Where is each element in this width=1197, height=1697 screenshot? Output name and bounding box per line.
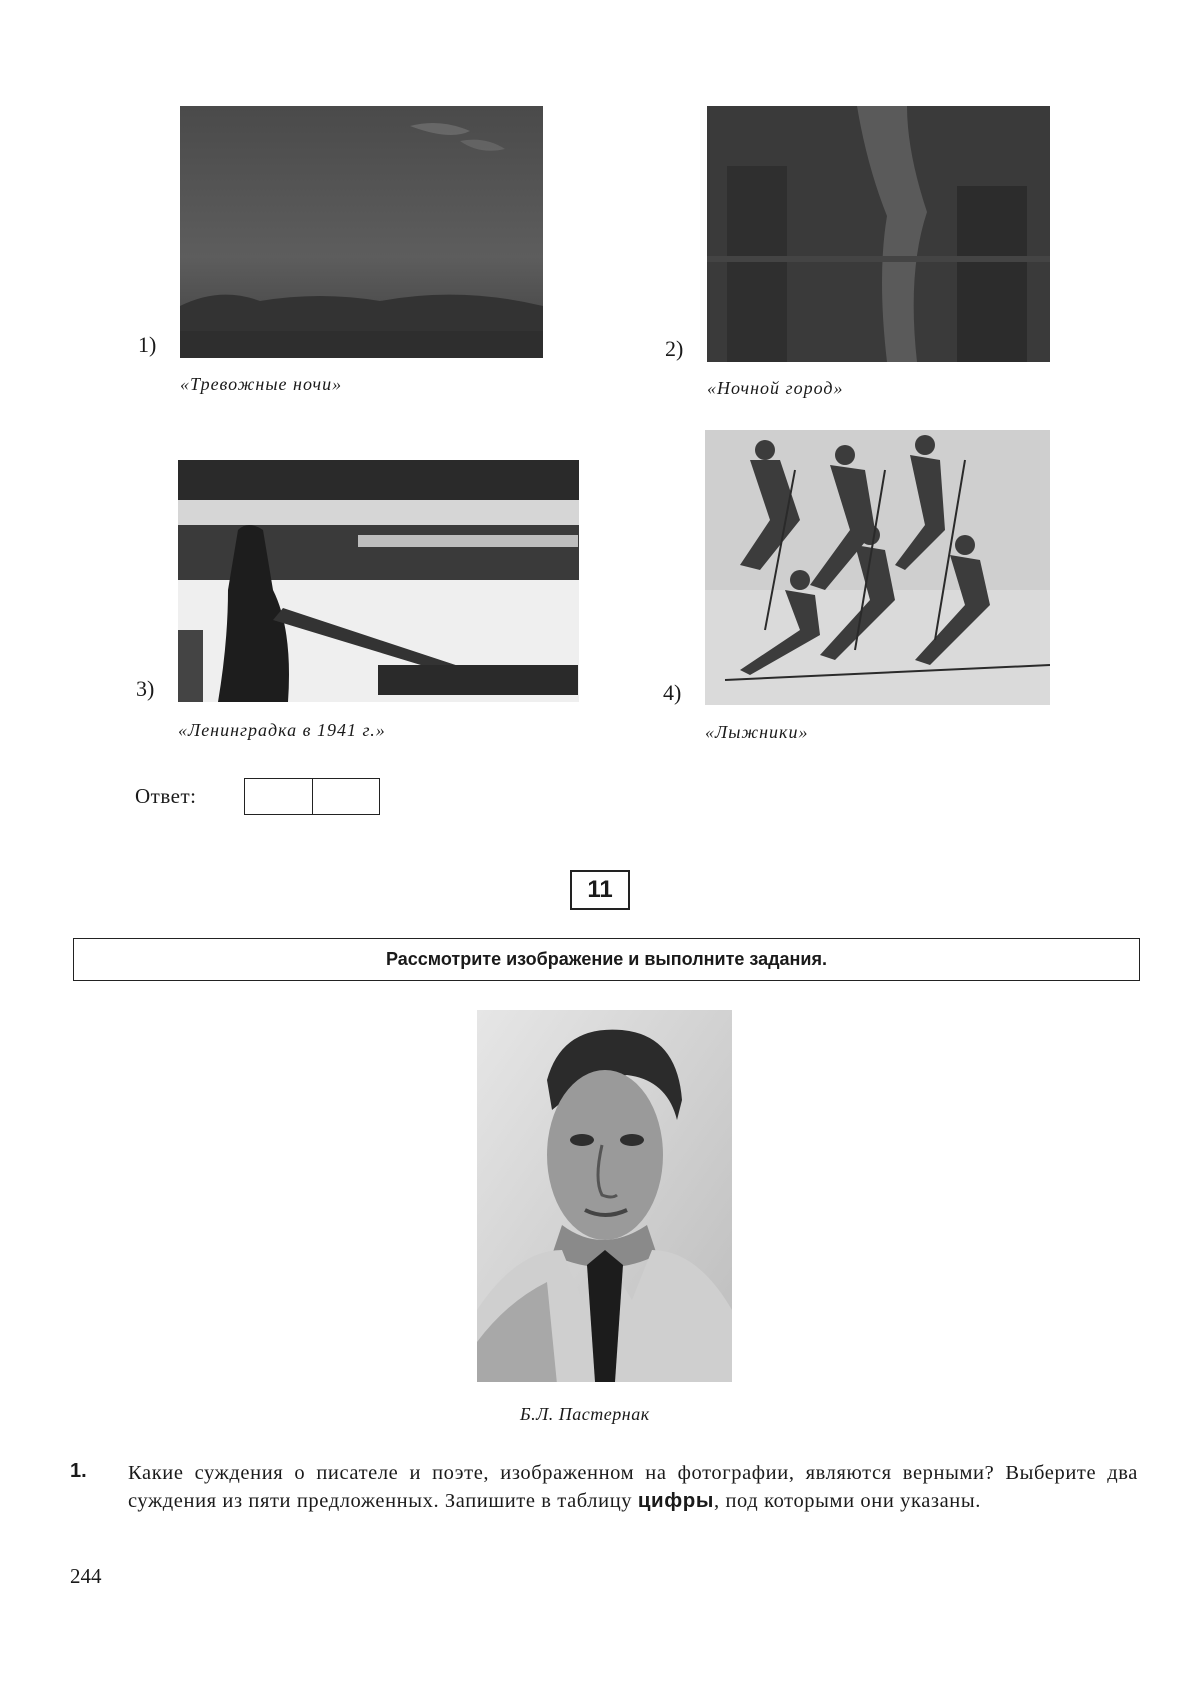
- task-instruction: Рассмотрите изображение и выполните задания.: [73, 938, 1140, 981]
- page-number: 244: [70, 1564, 102, 1588]
- question-text-end: , под которыми они указаны.: [714, 1490, 981, 1512]
- painting-4-image: [705, 430, 1050, 705]
- portrait-image: [477, 1010, 732, 1382]
- painting-2-number: 2): [665, 336, 684, 361]
- painting-4-caption: «Лыжники»: [705, 722, 809, 742]
- painting-2-image: [707, 106, 1050, 362]
- painting-2-caption: «Ночной город»: [707, 378, 844, 398]
- question-text: [128, 1459, 1138, 1515]
- portrait-caption: Б.Л. Пастернак: [520, 1404, 650, 1424]
- painting-1-image: [180, 106, 543, 358]
- painting-3-number: 3): [136, 676, 155, 701]
- answer-box: [244, 778, 380, 815]
- answer-label: Ответ:: [135, 784, 197, 808]
- painting-1-number: 1): [138, 332, 157, 357]
- question-number: 1.: [70, 1460, 87, 1482]
- painting-4-number: 4): [663, 680, 682, 705]
- answer-cell-2[interactable]: [313, 779, 379, 814]
- task-number: 11: [570, 870, 630, 910]
- painting-3-caption: «Ленинградка в 1941 г.»: [178, 720, 386, 740]
- answer-cell-1[interactable]: [245, 779, 313, 814]
- question-text-start: Какие суждения о писателе и поэте, изображенном на фотографии, являются верными? Выберите два суждения из пяти предложенных. Запишите в таблицу: [128, 1462, 1138, 1512]
- question-text-bold: цифры: [637, 1489, 715, 1512]
- painting-3-image: [178, 460, 579, 702]
- painting-1-caption: «Тревожные ночи»: [180, 374, 343, 394]
